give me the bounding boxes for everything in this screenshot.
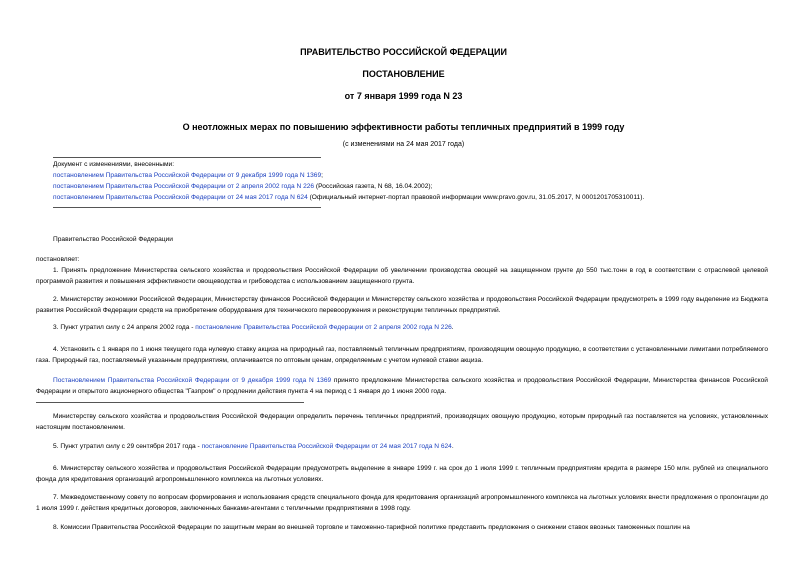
changes-link-1[interactable]: постановлением Правительства Российской Федерации от 9 декабря 1999 года N 1369	[53, 172, 322, 179]
changes-item-2: постановлением Правительства Российской Федерации от 2 апреля 2002 года N 226 (Российская газета, N 68, 16.04.2002);	[53, 183, 433, 190]
paragraph-6: 6. Министерству сельского хозяйства и продовольствия Российской Федерации предусмотреть выделение в январе 1999 г. на срок до 1 июля 1999 г. тепличным предприятиям кредита в размере 150 млн. рублей из специального фонда для кредитования организаций агропромышленного комплекса на льготных условиях.	[36, 465, 768, 483]
paragraph-ministry: Министерству сельского хозяйства и продовольствия Российской Федерации определить перечень тепличных предприятий, производящих овощную продукцию, которым природный газ поставляется на условиях, установленных настоящим постановлением.	[36, 413, 768, 431]
paragraph-5-link[interactable]: постановление Правительства Российской Федерации от 24 мая 2017 года N 624	[201, 443, 452, 450]
paragraph-1: 1. Принять предложение Министерства сельского хозяйства и продовольствия Российской Федерации об увеличении производства овощей на защищенном грунте до 550 тыс.тонн в год в соответствии с отраслевой целевой программой развития и повышения эффективности овощеводства и грибоводства с использованием защищенного грунта.	[36, 267, 768, 285]
paragraph-4: 4. Установить с 1 января по 1 июня текущего года нулевую ставку акциза на природный газ, поставляемый тепличным предприятиям, производящим овощную продукцию, в соответствии с установленными лимитами потребляемого газа. Природный газ, поставляемый указанным предприятиям, оплачивается по оптовым ценам, определяемым с учетом нулевой ставки акциза.	[36, 346, 768, 364]
paragraph-7: 7. Межведомственному совету по вопросам формирования и использования средств специального фонда для кредитования организаций агропромышленного комплекса на льготных условиях внести предложения о пролонгации до 1 июля 1999 г. действия кредитных договоров, заключенных банками-агентами с тепличными предприятиями в 1998 году.	[36, 494, 768, 512]
paragraph-2: 2. Министерству экономики Российской Федерации, Министерству финансов Российской Федерации и Министерству сельского хозяйства и продовольствия Российской Федерации предусмотреть в 1999 году выделение из Бюджета развития Российской Федерации средств на приобретение оборудования для технического перевооружения и реконструкции тепличных предприятий.	[36, 296, 768, 314]
paragraph-8: 8. Комиссии Правительства Российской Федерации по защитным мерам во внешней торговле и таможенно-тарифной политике представить предложения о снижении ставок ввозных таможенных пошлин на	[53, 524, 690, 531]
amendment-note-link[interactable]: Постановлением Правительства Российской Федерации от 9 декабря 1999 года N 1369	[53, 377, 332, 384]
paragraph-3: 3. Пункт утратил силу с 24 апреля 2002 года - постановление Правительства Российской Федерации от 2 апреля 2002 года N 226.	[53, 324, 454, 331]
changes-item-3: постановлением Правительства Российской Федерации от 24 мая 2017 года N 624 (Официальный интернет-портал правовой информации www.pravo.gov.ru, 31.05.2017, N 0001201705310011).	[53, 194, 645, 201]
divider-bottom	[53, 207, 321, 208]
changes-link-2[interactable]: постановлением Правительства Российской Федерации от 2 апреля 2002 года N 226	[53, 183, 315, 190]
changes-intro: Документ с изменениями, внесенными:	[53, 161, 175, 168]
paragraph-3-link[interactable]: постановление Правительства Российской Федерации от 2 апреля 2002 года N 226	[195, 324, 452, 331]
document-date-number: от 7 января 1999 года N 23	[344, 91, 463, 101]
government-heading: ПРАВИТЕЛЬСТВО РОССИЙСКОЙ ФЕДЕРАЦИИ	[300, 47, 507, 57]
divider-top	[53, 157, 321, 158]
document-type-heading: ПОСТАНОВЛЕНИЕ	[362, 69, 445, 79]
decrees-text: постановляет:	[36, 256, 80, 263]
authority-text: Правительство Российской Федерации	[53, 236, 173, 243]
document-title: О неотложных мерах по повышению эффективности работы тепличных предприятий в 1999 году	[182, 122, 625, 132]
divider-note	[36, 402, 304, 403]
changes-link-3[interactable]: постановлением Правительства Российской Федерации от 24 мая 2017 года N 624	[53, 194, 308, 201]
amendment-note: Постановлением Правительства Российской Федерации от 9 декабря 1999 года N 1369 принято предложение Министерства сельского хозяйства и продовольствия Российской Федерации, Министерства финансов Российской Федерации и открытого акционерного общества "Газпром" о продлении действия пункта 4 на период с 1 января до 1 июня 2000 года.	[36, 377, 768, 395]
amendments-note: (с изменениями на 24 мая 2017 года)	[342, 141, 465, 148]
changes-item-1: постановлением Правительства Российской Федерации от 9 декабря 1999 года N 1369;	[53, 172, 323, 179]
paragraph-5: 5. Пункт утратил силу с 29 сентября 2017 года - постановление Правительства Российской Федерации от 24 мая 2017 года N 624.	[53, 443, 454, 450]
